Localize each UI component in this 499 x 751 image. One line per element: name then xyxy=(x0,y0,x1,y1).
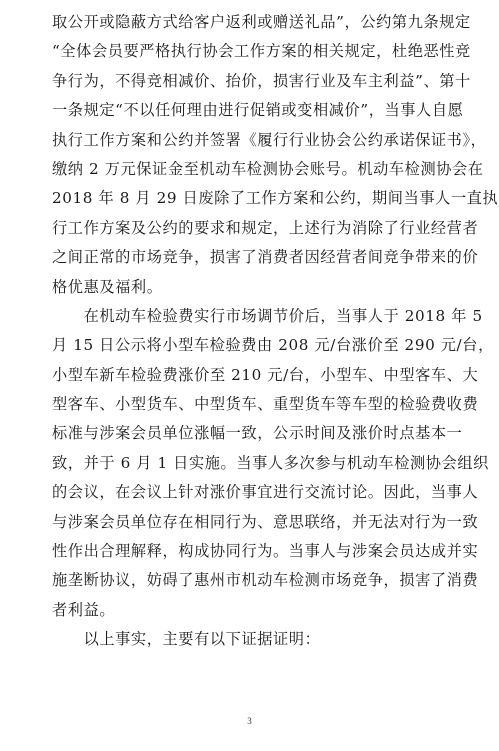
text-line: 性作出合理解释，构成协同行为。当事人与涉案会员达成并实 xyxy=(52,542,479,561)
text-line: 2018 年 8 月 29 日废除了工作方案和公约，期间当事人一直执 xyxy=(52,189,499,208)
text-line: 缴纳 2 万元保证金至机动车检测协会账号。机动车检测协会在 xyxy=(52,159,484,178)
page-number: 3 xyxy=(247,716,252,726)
text-line: 行工作方案及公约的要求和规定，上述行为消除了行业经营者 xyxy=(52,218,479,237)
text-line: 执行工作方案和公约并签署《履行行业协会公约承诺保证书》， xyxy=(52,130,487,149)
text-line: 者利益。 xyxy=(52,600,116,619)
text-line: 在机动车检验费实行市场调节价后，当事人于 2018 年 5 xyxy=(52,306,483,325)
text-line: 致，并于 6 月 1 日实施。当事人多次参与机动车检测协会组织 xyxy=(52,453,489,472)
text-line: “全体会员要严格执行协会工作方案的相关规定，杜绝恶性竞 xyxy=(52,42,471,61)
text-line: 与涉案会员单位存在相同行为、意思联络，并无法对行为一致 xyxy=(52,512,479,531)
text-line: 小型车新车检验费涨价至 210 元/台，小型车、中型客车、大 xyxy=(52,365,479,384)
text-line: 标准与涉案会员单位涨幅一致，公示时间及涨价时点基本一 xyxy=(52,424,463,443)
text-line: 的会议，在会议上针对涨价事宜进行交流讨论。因此，当事人 xyxy=(52,483,479,502)
document-body xyxy=(52,8,499,655)
text-line: 争行为，不得竞相减价、抬价，损害行业及车主利益”、第十 xyxy=(52,71,471,90)
text-line: 之间正常的市场竞争，损害了消费者因经营者间竞争带来的价 xyxy=(52,248,479,267)
text-line: 一条规定“不以任何理由进行促销或变相减价”，当事人自愿 xyxy=(52,101,464,120)
text-line: 施垄断协议，妨碍了惠州市机动车检测市场竞争，损害了消费 xyxy=(52,571,479,590)
text-line: 格优惠及福利。 xyxy=(52,277,163,296)
text-line: 月 15 日公示将小型车检验费由 208 元/台涨价至 290 元/台， xyxy=(52,336,494,355)
text-line: 型客车、小型货车、中型货车、重型货车等车型的检验费收费 xyxy=(52,395,479,414)
text-line: 取公开或隐蔽方式给客户返利或赠送礼品”，公约第九条规定 xyxy=(52,13,471,31)
text-line: 以上事实，主要有以下证据证明： xyxy=(52,630,321,649)
